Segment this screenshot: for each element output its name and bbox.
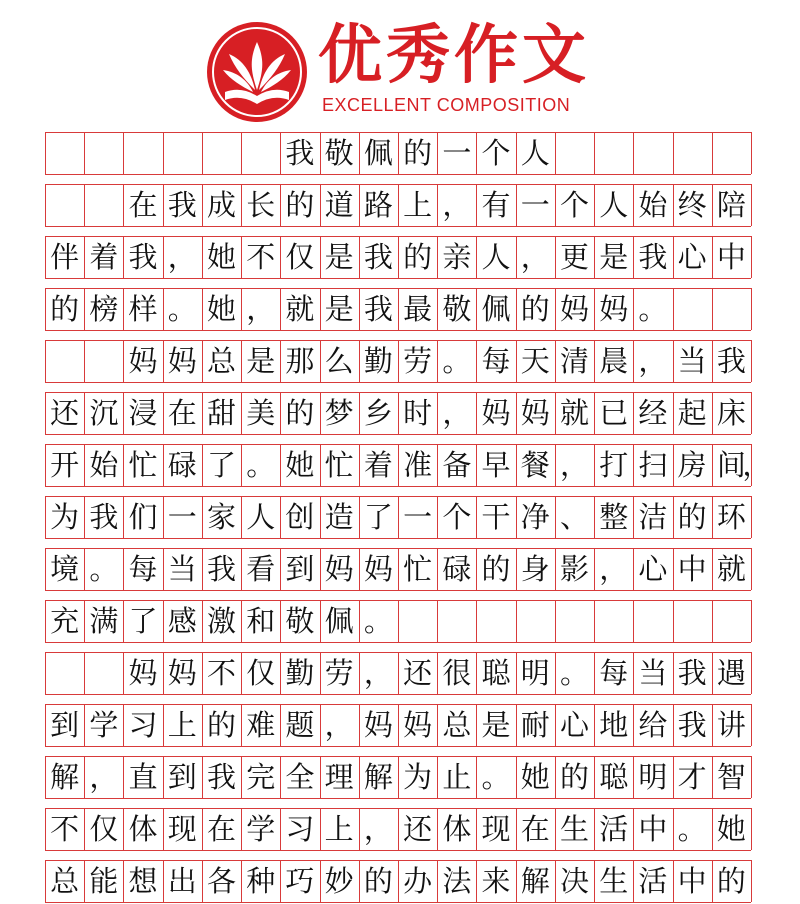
grid-character: 。 [167, 292, 197, 326]
grid-character: 创 [285, 500, 315, 534]
grid-character: 每 [481, 344, 511, 378]
grid-character: 床 [716, 396, 746, 430]
grid-character: 生 [559, 812, 589, 846]
grid-character: 还 [403, 812, 433, 846]
grid-character: 妈 [559, 292, 589, 326]
header [0, 0, 800, 122]
grid-character: 心 [677, 240, 707, 274]
grid-character: 了 [128, 604, 158, 638]
grid-character: 间 [716, 448, 746, 482]
header-subtitle: EXCELLENT COMPOSITION [322, 95, 571, 115]
grid-character: 的 [559, 760, 589, 794]
essay-line [45, 496, 751, 538]
grid-character: 智 [716, 760, 746, 794]
grid-character: 一 [520, 188, 550, 222]
grid-character: 妈 [363, 708, 393, 742]
grid-character: 解 [520, 864, 550, 898]
grid-character: 在 [128, 188, 158, 222]
grid-character: 当 [677, 344, 707, 378]
grid-character: 活 [638, 864, 668, 898]
grid-character: 洁 [638, 500, 668, 534]
grid-character: 有 [481, 188, 511, 222]
grid-character: 我 [638, 240, 668, 274]
grid-character: 开 [50, 448, 80, 482]
grid-column-line [751, 600, 752, 642]
grid-character: 每 [599, 656, 629, 690]
grid-character: 一 [442, 136, 472, 170]
grid-character: 巧 [285, 864, 315, 898]
grid-character: ， [442, 188, 472, 222]
grid-character: 备 [442, 448, 472, 482]
grid-character: 。 [89, 552, 119, 586]
grid-character: 妈 [403, 708, 433, 742]
grid-character: 的 [285, 188, 315, 222]
grid-character: 的 [520, 292, 550, 326]
grid-column-line [751, 756, 752, 798]
grid-character: 忙 [403, 552, 433, 586]
grid-character: 为 [403, 760, 433, 794]
grid-character [84, 340, 123, 382]
grid-character: 法 [442, 864, 472, 898]
grid-character: 么 [324, 344, 354, 378]
grid-character: ， [363, 812, 393, 846]
grid-character: 家 [206, 500, 236, 534]
grid-character: 上 [403, 188, 433, 222]
grid-character: 决 [559, 864, 589, 898]
grid-character: 个 [442, 500, 472, 534]
grid-character: 我 [716, 344, 746, 378]
grid-character: 的 [716, 864, 746, 898]
grid-character: 就 [285, 292, 315, 326]
essay-line [45, 756, 751, 798]
grid-character: 妈 [128, 656, 158, 690]
grid-character: 妈 [128, 344, 158, 378]
grid-character: 了 [363, 500, 393, 534]
grid-character: 亲 [442, 240, 472, 274]
grid-character: 的 [50, 292, 80, 326]
grid-character: 浸 [128, 396, 158, 430]
grid-character [45, 340, 84, 382]
grid-character: 了 [206, 448, 236, 482]
grid-character: 总 [50, 864, 80, 898]
grid-character: 着 [89, 240, 119, 274]
grid-character: 道 [324, 188, 354, 222]
grid-character: 。 [363, 604, 393, 638]
grid-paper [45, 132, 772, 904]
grid-character: 的 [206, 708, 236, 742]
grid-character: 长 [246, 188, 276, 222]
grid-character: 仅 [285, 240, 315, 274]
grid-character: 上 [167, 708, 197, 742]
grid-row-line [45, 590, 751, 591]
grid-character: 。 [246, 448, 276, 482]
grid-character: 还 [50, 396, 80, 430]
grid-character: 更 [559, 240, 589, 274]
grid-character: 仅 [246, 656, 276, 690]
grid-character: 我 [285, 136, 315, 170]
grid-character: 成 [206, 188, 236, 222]
grid-character: 激 [206, 604, 236, 638]
grid-character: 。 [442, 344, 472, 378]
grid-character: 不 [50, 812, 80, 846]
grid-character: 还 [403, 656, 433, 690]
grid-character: 的 [285, 396, 315, 430]
grid-character: 明 [638, 760, 668, 794]
grid-character: 仅 [89, 812, 119, 846]
grid-character: 。 [677, 812, 707, 846]
grid-character: 耐 [520, 708, 550, 742]
grid-character: 打 [599, 448, 629, 482]
grid-character: 学 [89, 708, 119, 742]
grid-character: 活 [599, 812, 629, 846]
grid-character: 造 [324, 500, 354, 534]
grid-character: 佩 [324, 604, 354, 638]
grid-character: 在 [206, 812, 236, 846]
grid-character: 们 [128, 500, 158, 534]
essay-line [45, 340, 751, 382]
essay-line [45, 548, 751, 590]
grid-character: 就 [716, 552, 746, 586]
grid-character: ， [167, 240, 197, 274]
grid-character: 当 [167, 552, 197, 586]
grid-character: 到 [50, 708, 80, 742]
grid-character: 天 [520, 344, 550, 378]
essay-line [45, 652, 751, 694]
grid-character: 的 [363, 864, 393, 898]
grid-character: 妈 [520, 396, 550, 430]
grid-character: 到 [285, 552, 315, 586]
grid-character: 敬 [324, 136, 354, 170]
grid-column-line [751, 184, 752, 226]
grid-character: 充 [50, 604, 80, 638]
grid-character: 身 [520, 552, 550, 586]
grid-character: 我 [167, 188, 197, 222]
grid-character: 办 [403, 864, 433, 898]
grid-character: ， [520, 240, 550, 274]
grid-character: 劳 [324, 656, 354, 690]
grid-character: 环 [716, 500, 746, 534]
grid-column-line [751, 132, 752, 174]
grid-character: 。 [638, 292, 668, 326]
grid-character: 扫 [638, 448, 668, 482]
grid-character: ， [559, 448, 589, 482]
grid-character [84, 652, 123, 694]
grid-character: 敬 [285, 604, 315, 638]
grid-character: 感 [167, 604, 197, 638]
grid-character: 、 [559, 500, 589, 534]
grid-character: 就 [559, 396, 589, 430]
grid-character: 我 [363, 240, 393, 274]
grid-row-line [45, 902, 751, 903]
grid-row-line [45, 486, 751, 487]
grid-character: 她 [520, 760, 550, 794]
essay-line [45, 444, 772, 486]
grid-character: 的 [403, 240, 433, 274]
grid-character: 勤 [363, 344, 393, 378]
grid-character: 终 [677, 188, 707, 222]
grid-character: 个 [481, 136, 511, 170]
grid-character: 体 [128, 812, 158, 846]
essay-line [45, 184, 751, 226]
open-book-with-leaves-icon [205, 20, 309, 124]
grid-character: 陪 [716, 188, 746, 222]
grid-character: 妙 [324, 864, 354, 898]
grid-character: 榜 [89, 292, 119, 326]
grid-row-line [45, 694, 751, 695]
grid-character: 她 [206, 240, 236, 274]
grid-character: 是 [481, 708, 511, 742]
grid-character: 和 [246, 604, 276, 638]
grid-character: 人 [520, 136, 550, 170]
grid-character [45, 652, 84, 694]
grid-character: 乡 [363, 396, 393, 430]
grid-character: 时 [403, 396, 433, 430]
grid-character: 我 [677, 656, 707, 690]
essay-title [45, 132, 751, 174]
grid-character: 种 [246, 864, 276, 898]
grid-character: 中 [716, 240, 746, 274]
grid-character: 现 [167, 812, 197, 846]
grid-character: 我 [89, 500, 119, 534]
grid-character: 完 [246, 760, 276, 794]
grid-character: 我 [206, 760, 236, 794]
grid-character: 敬 [442, 292, 472, 326]
grid-character: 着 [363, 448, 393, 482]
grid-character: 影 [559, 552, 589, 586]
grid-character: 起 [677, 396, 707, 430]
grid-character: 的 [403, 136, 433, 170]
grid-character: 妈 [324, 552, 354, 586]
grid-character: 的 [481, 552, 511, 586]
grid-character: 她 [285, 448, 315, 482]
essay-line [45, 288, 751, 330]
grid-character: 总 [206, 344, 236, 378]
grid-character: 当 [638, 656, 668, 690]
grid-character: 在 [520, 812, 550, 846]
grid-row-line [45, 382, 751, 383]
grid-column-line [751, 392, 752, 434]
grid-character: 每 [128, 552, 158, 586]
grid-character: 碌 [167, 448, 197, 482]
grid-character: 个 [559, 188, 589, 222]
grid-character: 聪 [481, 656, 511, 690]
grid-row-line [45, 278, 751, 279]
grid-column-line [751, 496, 752, 538]
grid-character: 始 [89, 448, 119, 482]
grid-character: 遇 [716, 656, 746, 690]
grid-character: 准 [403, 448, 433, 482]
grid-column-line [751, 704, 752, 746]
grid-row-line [45, 850, 751, 851]
grid-character: 劳 [403, 344, 433, 378]
grid-character: 中 [677, 552, 707, 586]
grid-character: 习 [128, 708, 158, 742]
grid-character: 为 [50, 500, 80, 534]
grid-character: 想 [128, 864, 158, 898]
grid-character: 才 [677, 760, 707, 794]
grid-character [84, 184, 123, 226]
grid-character: 现 [481, 812, 511, 846]
grid-character: 我 [128, 240, 158, 274]
grid-character: 很 [442, 656, 472, 690]
grid-character: 房 [677, 448, 707, 482]
grid-character: ， [599, 552, 629, 586]
grid-character: 早 [481, 448, 511, 482]
grid-character: 最 [403, 292, 433, 326]
grid-character: 给 [638, 708, 668, 742]
grid-character: 各 [206, 864, 236, 898]
grid-character: ， [742, 448, 772, 482]
grid-character: 她 [206, 292, 236, 326]
grid-character: 晨 [599, 344, 629, 378]
grid-character: 餐 [520, 448, 550, 482]
grid-row-line [45, 798, 751, 799]
grid-row-line [45, 226, 751, 227]
grid-character: 人 [246, 500, 276, 534]
grid-column-line [751, 808, 752, 850]
header-title: 优秀作文 [318, 18, 590, 93]
essay-line [45, 236, 751, 278]
grid-column-line [751, 288, 752, 330]
grid-character: 妈 [363, 552, 393, 586]
grid-character: 已 [599, 396, 629, 430]
essay-line [45, 808, 751, 850]
grid-character: 体 [442, 812, 472, 846]
grid-character: 净 [520, 500, 550, 534]
grid-character: 是 [599, 240, 629, 274]
grid-character: 全 [285, 760, 315, 794]
grid-character: 讲 [716, 708, 746, 742]
grid-character: 样 [128, 292, 158, 326]
grid-character: 沉 [89, 396, 119, 430]
grid-character: 一 [403, 500, 433, 534]
grid-column-line [751, 236, 752, 278]
grid-character: 心 [559, 708, 589, 742]
grid-character: 能 [89, 864, 119, 898]
grid-row-line [45, 642, 751, 643]
grid-character: 整 [599, 500, 629, 534]
grid-character: 在 [167, 396, 197, 430]
grid-character: 佩 [363, 136, 393, 170]
grid-character: 人 [481, 240, 511, 274]
grid-character: 我 [677, 708, 707, 742]
grid-character: 忙 [128, 448, 158, 482]
grid-row-line [45, 330, 751, 331]
grid-character: 是 [246, 344, 276, 378]
grid-character: 直 [128, 760, 158, 794]
grid-character: 是 [324, 292, 354, 326]
grid-character: ， [246, 292, 276, 326]
grid-character: 干 [481, 500, 511, 534]
grid-character: 人 [599, 188, 629, 222]
grid-row-line [45, 538, 751, 539]
grid-character: ， [89, 760, 119, 794]
grid-character: 清 [559, 344, 589, 378]
grid-column-line [751, 860, 752, 902]
grid-character: ， [442, 396, 472, 430]
grid-character: 妈 [599, 292, 629, 326]
grid-row-line [45, 434, 751, 435]
grid-character: 理 [324, 760, 354, 794]
grid-character: 满 [89, 604, 119, 638]
grid-character: ， [324, 708, 354, 742]
grid-character: 地 [599, 708, 629, 742]
grid-character: 总 [442, 708, 472, 742]
grid-character: 伴 [50, 240, 80, 274]
essay-line [45, 704, 751, 746]
grid-column-line [751, 340, 752, 382]
grid-character: 妈 [167, 656, 197, 690]
grid-row-line [45, 746, 751, 747]
grid-character: 梦 [324, 396, 354, 430]
grid-character: 不 [206, 656, 236, 690]
grid-character: 碌 [442, 552, 472, 586]
grid-column-line [751, 652, 752, 694]
grid-character: 学 [246, 812, 276, 846]
grid-character: 解 [363, 760, 393, 794]
grid-character: 难 [246, 708, 276, 742]
grid-character: 境 [50, 552, 80, 586]
grid-character: 来 [481, 864, 511, 898]
grid-row-line [45, 174, 751, 175]
grid-character: 习 [285, 812, 315, 846]
grid-character: 到 [167, 760, 197, 794]
grid-character: 我 [206, 552, 236, 586]
grid-character: 生 [599, 864, 629, 898]
grid-character: 是 [324, 240, 354, 274]
grid-character: ， [638, 344, 668, 378]
grid-column-line [751, 548, 752, 590]
grid-character: 中 [677, 864, 707, 898]
grid-character: 。 [559, 656, 589, 690]
grid-character: 心 [638, 552, 668, 586]
grid-character: 出 [167, 864, 197, 898]
grid-character: 聪 [599, 760, 629, 794]
grid-character: 路 [363, 188, 393, 222]
grid-character: 经 [638, 396, 668, 430]
grid-character: 不 [246, 240, 276, 274]
grid-character: 佩 [481, 292, 511, 326]
grid-character: 中 [638, 812, 668, 846]
grid-character: 始 [638, 188, 668, 222]
grid-character: 我 [363, 292, 393, 326]
grid-character: 的 [677, 500, 707, 534]
grid-character: 明 [520, 656, 550, 690]
essay-line [45, 392, 751, 434]
grid-character: 美 [246, 396, 276, 430]
grid-character: 看 [246, 552, 276, 586]
grid-character: ， [363, 656, 393, 690]
grid-character: 妈 [481, 396, 511, 430]
grid-character: 。 [481, 760, 511, 794]
grid-character: 一 [167, 500, 197, 534]
grid-character: 她 [716, 812, 746, 846]
essay-line [45, 860, 751, 902]
grid-character: 甜 [206, 396, 236, 430]
grid-character: 忙 [324, 448, 354, 482]
grid-character: 解 [50, 760, 80, 794]
grid-character: 勤 [285, 656, 315, 690]
grid-character: 那 [285, 344, 315, 378]
grid-character: 上 [324, 812, 354, 846]
grid-character: 题 [285, 708, 315, 742]
essay-line [45, 600, 751, 642]
grid-character [45, 184, 84, 226]
grid-character: 止 [442, 760, 472, 794]
grid-character: 妈 [167, 344, 197, 378]
